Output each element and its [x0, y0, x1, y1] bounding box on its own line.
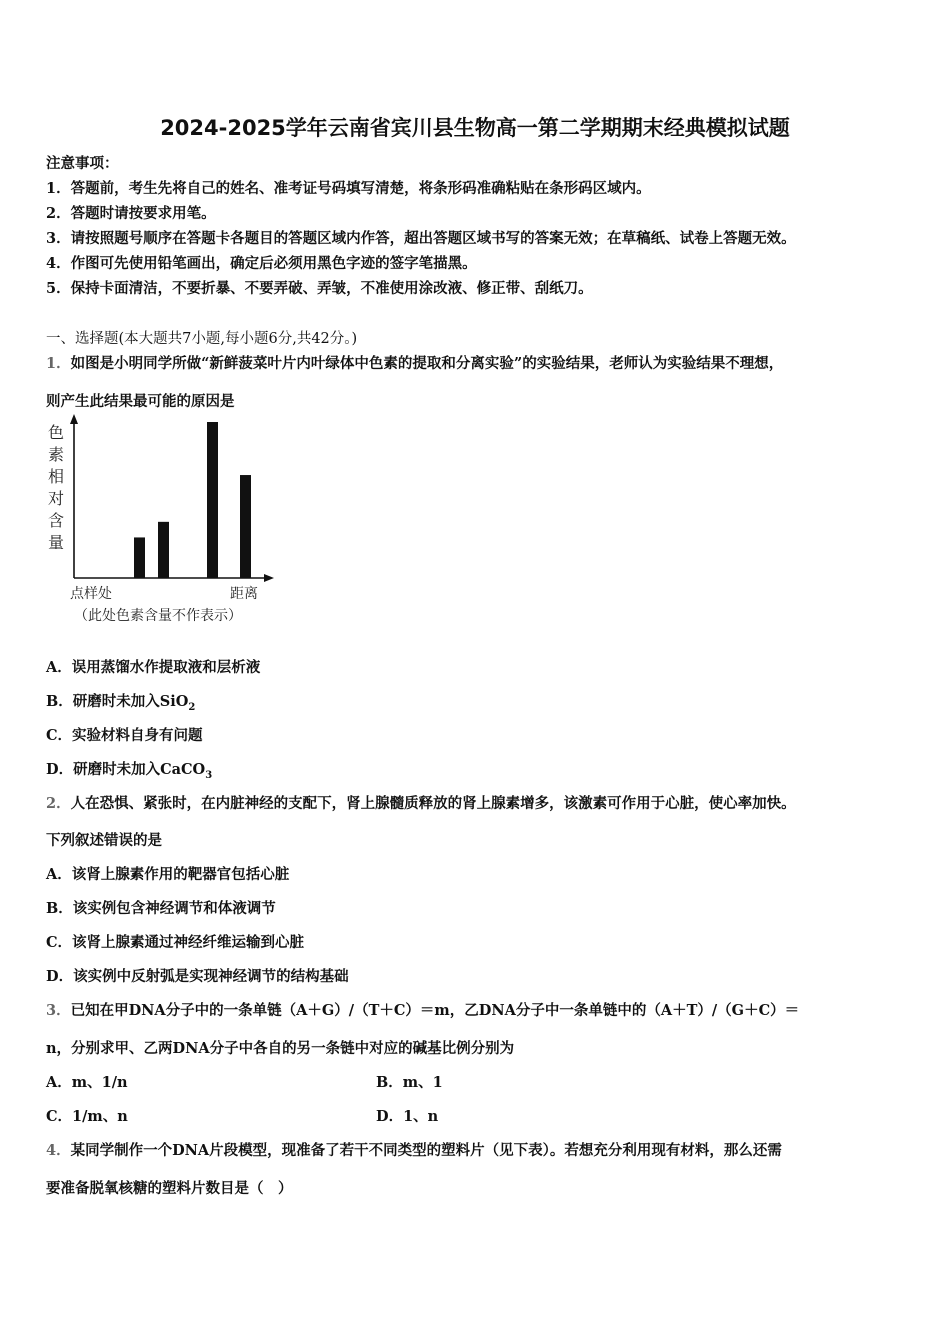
option-label: C．: [46, 727, 73, 744]
q1-option-a: [46, 656, 260, 677]
question-1-stem: [46, 352, 783, 373]
question-text: 某同学制作一个DNA片段模型，现准备了若干不同类型的塑料片（见下表）。若想充分利用现有材料，那么还需: [70, 1142, 782, 1159]
q3-option-c: [46, 1105, 128, 1126]
page-title: 2024-2025学年云南省宾川县生物高一第二学期期末经典模拟试题: [160, 116, 790, 140]
notice-item-5: 5．保持卡面清洁，不要折暴、不要弄破、弄皱，不准使用涂改液、修正带、刮纸刀。: [46, 280, 593, 297]
y-label-char: 相: [48, 467, 65, 486]
option-label: D．: [376, 1108, 404, 1125]
bar-2: [158, 522, 169, 578]
y-label-char: 素: [48, 445, 65, 464]
subscript: 2: [188, 701, 196, 713]
y-label-char: 量: [48, 533, 65, 552]
option-text: m、1: [402, 1074, 443, 1091]
question-number: 2．: [46, 795, 71, 812]
question-number: 1．: [46, 355, 71, 372]
question-2-stem: [46, 792, 796, 813]
bar-1: [134, 537, 145, 578]
question-1-stem-cont: 则产生此结果最可能的原因是: [46, 393, 235, 410]
question-number: 4．: [46, 1142, 71, 1159]
option-label: B．: [46, 900, 73, 917]
question-4-stem-cont: 要准备脱氧核糖的塑料片数目是（ ）: [46, 1180, 293, 1197]
question-text: 如图是小明同学所做“新鲜菠菜叶片内叶绿体中色素的提取和分离实验”的实验结果，老师认为实验结果不理想，: [70, 355, 784, 372]
option-label: D．: [46, 968, 74, 985]
bars: [134, 422, 251, 578]
notice-heading: 注意事项：: [46, 155, 119, 172]
option-text: 1、n: [403, 1108, 439, 1125]
notice-item-3: 3．请按照题号顺序在答题卡各题目的答题区域内作答，超出答题区域书写的答案无效；在草稿纸、试卷上答题无效。: [46, 230, 796, 247]
y-axis-arrow: [70, 414, 78, 424]
notice-item-4: 4．作图可先使用铅笔画出，确定后必须用黑色字迹的签字笔描黑。: [46, 255, 477, 272]
option-text: m、1/n: [71, 1074, 128, 1091]
q3-option-a: [46, 1071, 128, 1092]
chart-note: （此处色素含量不作表示）: [74, 608, 242, 624]
y-label-char: 含: [48, 511, 65, 530]
question-2-stem-cont: 下列叙述错误的是: [46, 832, 162, 849]
option-text: 实验材料自身有问题: [72, 727, 203, 744]
option-text: 该实例包含神经调节和体液调节: [72, 900, 276, 917]
option-label: D．: [46, 761, 74, 778]
question-number: 3．: [46, 1002, 71, 1019]
option-text: 研磨时未加入CaCO: [73, 761, 206, 778]
q2-option-a: [46, 863, 289, 884]
q1-option-b: [46, 690, 195, 713]
notice-item-2: 2．答题时请按要求用笔。: [46, 205, 216, 222]
section-heading: 一、选择题(本大题共7小题,每小题6分,共42分。): [46, 331, 358, 347]
question-3-stem: [46, 999, 799, 1020]
y-label-char: 色: [48, 423, 65, 442]
question-text: 人在恐惧、紧张时，在内脏神经的支配下，肾上腺髓质释放的肾上腺素增多，该激素可作用于心脏，使心率加快。: [70, 795, 796, 812]
question-text: 已知在甲DNA分子中的一条单链（A＋G）/（T＋C）＝m，乙DNA分子中一条单链中的（A＋T）/（G＋C）＝: [70, 1002, 800, 1019]
q2-option-c: [46, 931, 304, 952]
option-text: 1/m、n: [72, 1108, 128, 1125]
bar-3: [207, 422, 218, 578]
option-label: B．: [376, 1074, 403, 1091]
option-text: 该肾上腺素作用的靶器官包括心脏: [71, 866, 290, 883]
q3-option-d: [376, 1105, 438, 1126]
x-axis-arrow: [264, 574, 274, 582]
notice-item-1: 1．答题前，考生先将自己的姓名、准考证号码填写清楚，将条形码准确粘贴在条形码区域内。: [46, 180, 651, 197]
option-text: 该实例中反射弧是实现神经调节的结构基础: [73, 968, 349, 985]
question-3-stem-cont: n，分别求甲、乙两DNA分子中各自的另一条链中对应的碱基比例分别为: [46, 1040, 515, 1057]
pigment-chart: [40, 412, 290, 627]
option-text: 误用蒸馏水作提取液和层析液: [71, 659, 261, 676]
q1-option-d: [46, 758, 212, 781]
q3-option-b: [376, 1071, 443, 1092]
option-label: A．: [46, 866, 72, 883]
y-label-char: 对: [48, 489, 65, 508]
option-label: C．: [46, 1108, 73, 1125]
x-label-origin: 点样处: [70, 586, 112, 602]
subscript: 3: [205, 769, 213, 781]
q2-option-d: [46, 965, 349, 986]
option-text: 该肾上腺素通过神经纤维运输到心脏: [72, 934, 305, 951]
option-text: 研磨时未加入SiO: [72, 693, 189, 710]
q1-option-c: [46, 724, 203, 745]
x-label-distance: 距离: [230, 586, 258, 602]
option-label: B．: [46, 693, 73, 710]
y-axis-label: [48, 423, 64, 552]
question-4-stem: [46, 1139, 782, 1160]
option-label: A．: [46, 1074, 72, 1091]
option-label: A．: [46, 659, 72, 676]
q2-option-b: [46, 897, 276, 918]
bar-4: [240, 475, 251, 578]
option-label: C．: [46, 934, 73, 951]
